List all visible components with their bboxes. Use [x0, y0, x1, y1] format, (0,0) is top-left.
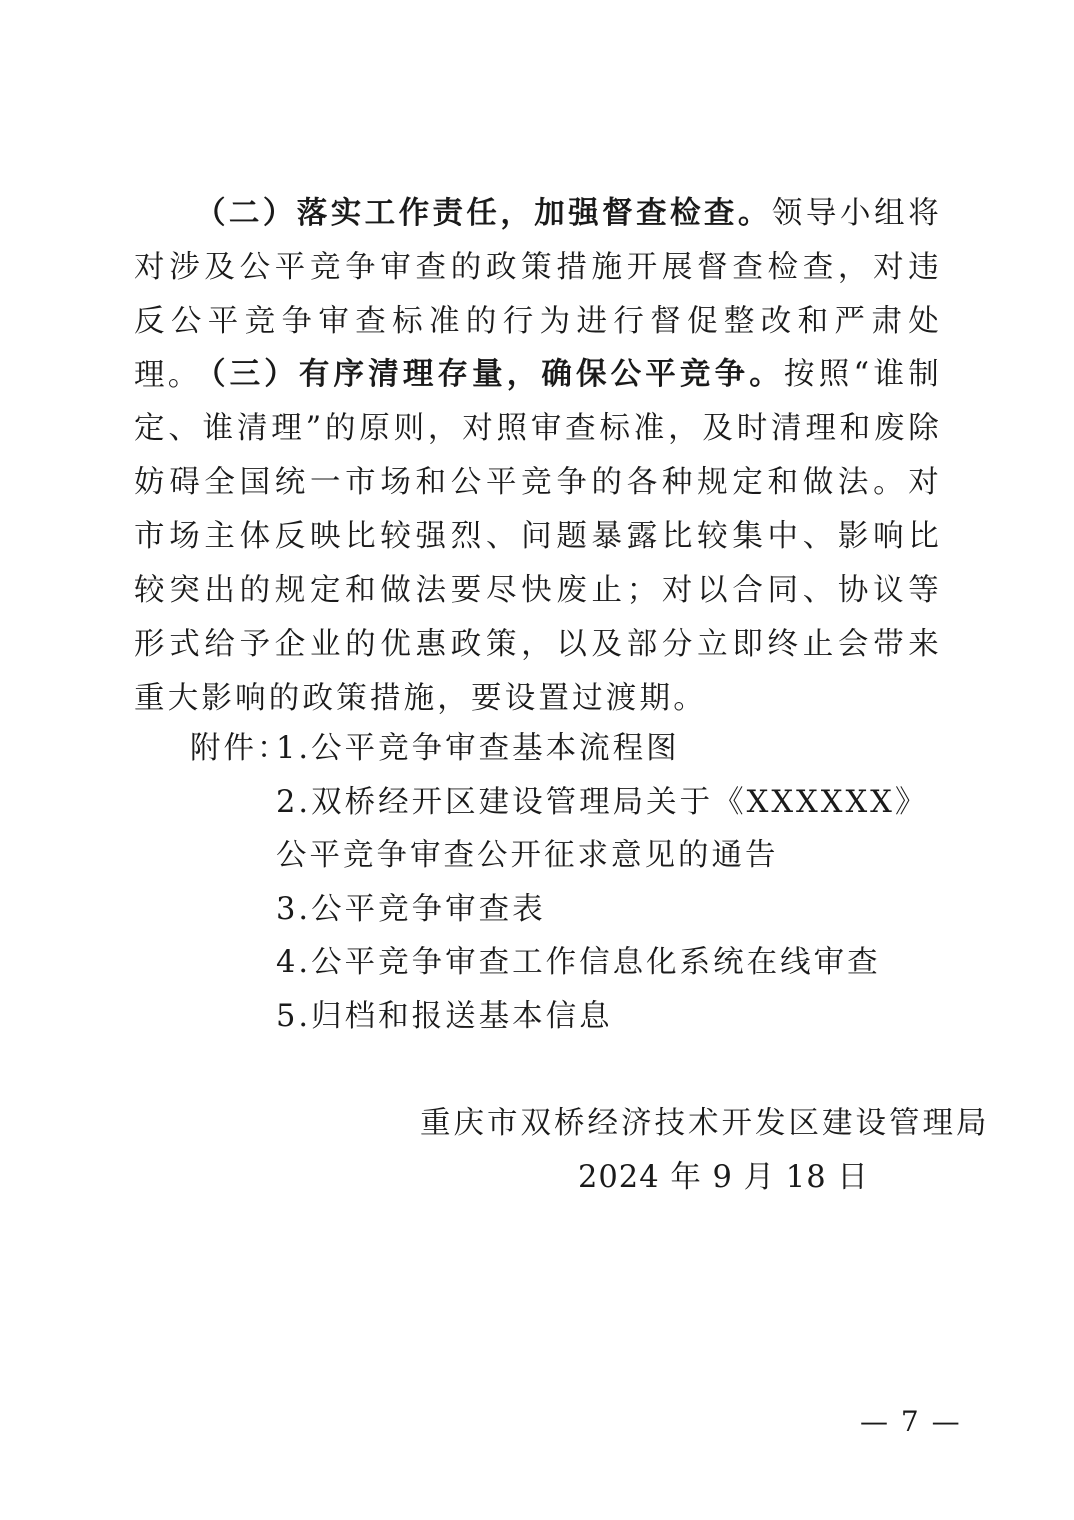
paragraph-body: 领导小组将对涉及公平竞争审查的政策措施开展督查检查，对违反公平竞争审查标准的行为进行督促整改和严肃处理。 — [134, 196, 943, 393]
attachment-item: 4.公平竞争审查工作信息化系统在线审查 — [276, 945, 881, 980]
signature-date: 2024 年 9 月 18 日 — [578, 1160, 869, 1195]
paragraph-heading: （二）落实工作责任，加强督查检查。 — [195, 196, 772, 231]
attachment-item: 2.双桥经开区建设管理局关于《XXXXXX》公平竞争审查公开征求意见的通告 — [276, 784, 929, 873]
attachment-item: 3.公平竞争审查表 — [276, 891, 546, 927]
signature-organization: 重庆市双桥经济技术开发区建设管理局 — [420, 1106, 990, 1141]
attachments-list — [276, 722, 942, 1043]
paragraph-body: 按照“谁制定、谁清理”的原则，对照审查标准，及时清理和废除妨碍全国统一市场和公平竞争的各种规定和做法。对市场主体反映比较强烈、问题暴露比较集中、影响比较突出的规定和做法要尽快废止；对以合同、协议等形式给予企业的优惠政策，以及部分立即终止会带来重大影响的政策措施，要设置过渡期。 — [134, 357, 943, 716]
page-number: — 7 — — [860, 1405, 962, 1438]
attachment-item: 1.公平竞争审查基本流程图 — [276, 731, 680, 766]
paragraph-item-3 — [134, 348, 942, 726]
paragraph-heading: （三）有序清理存量，确保公平竞争。 — [195, 357, 784, 392]
attachments-label: 附件： — [190, 731, 291, 766]
attachment-item: 5.归档和报送基本信息 — [276, 998, 613, 1034]
